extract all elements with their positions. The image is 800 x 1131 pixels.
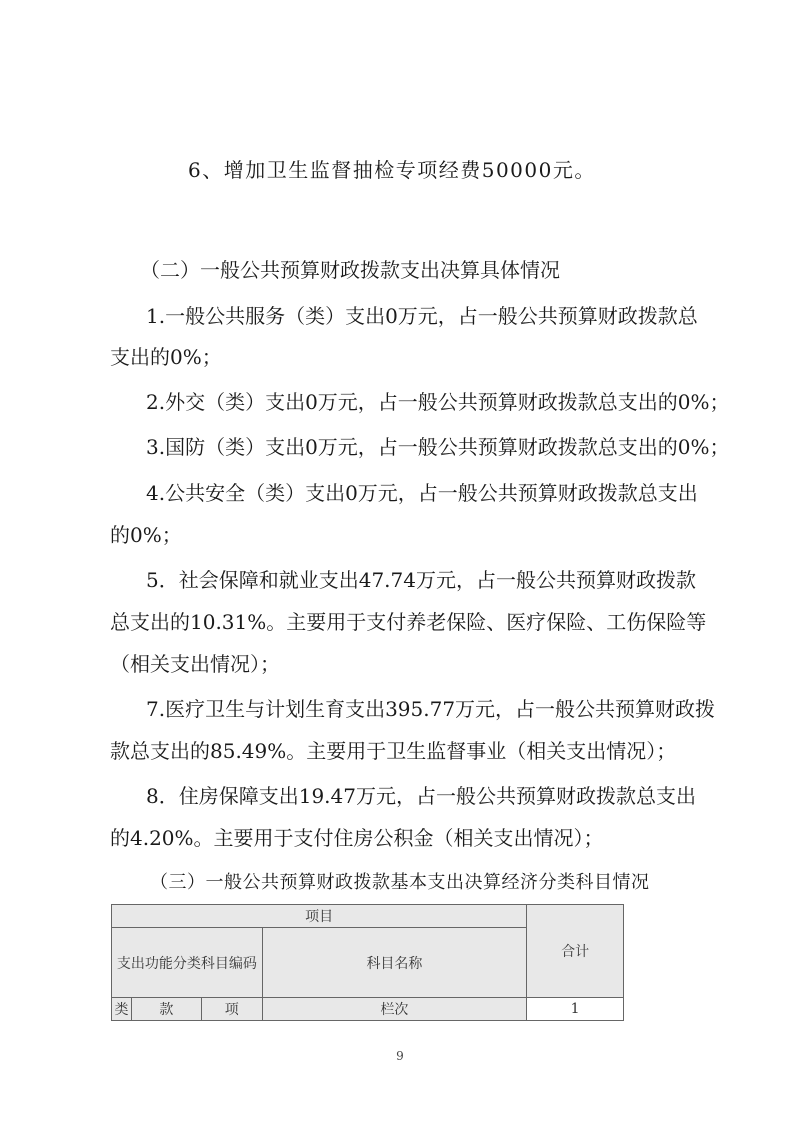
section-3-title: （三）一般公共预算财政拨款基本支出决算经济分类科目情况 — [150, 872, 650, 893]
item-8-line-1: 8．住房保障支出19.47万元，占一般公共预算财政拨款总支出 — [146, 784, 696, 808]
lei-header: 类 — [112, 998, 132, 1021]
function-code-header: 支出功能分类科目编码 — [112, 928, 263, 998]
lanci-cell: 栏次 — [262, 998, 526, 1021]
page-number: 9 — [396, 1049, 404, 1063]
expenditure-table — [111, 904, 624, 1021]
item-2: 2.外交（类）支出0万元，占一般公共预算财政拨款总支出的0%； — [146, 390, 730, 414]
heading-6: 6、增加卫生监督抽检专项经费50000元。 — [188, 158, 596, 182]
total-header: 合计 — [527, 905, 624, 998]
project-header: 项目 — [112, 905, 527, 928]
item-8-line-2: 的4.20%。主要用于支付住房公积金（相关支出情况）； — [110, 826, 604, 850]
item-1-line-1: 1.一般公共服务（类）支出0万元，占一般公共预算财政拨款总 — [146, 304, 698, 328]
column-number-cell: 1 — [527, 998, 624, 1021]
item-5-line-3: （相关支出情况）； — [110, 652, 280, 676]
item-4-line-1: 4.公共安全（类）支出0万元，占一般公共预算财政拨款总支出 — [146, 481, 698, 505]
section-2-title: （二）一般公共预算财政拨款支出决算具体情况 — [140, 258, 560, 282]
item-5-line-2: 总支出的10.31%。主要用于支付养老保险、医疗保险、工伤保险等 — [110, 610, 707, 634]
kuan-header: 款 — [131, 998, 201, 1021]
item-7-line-2: 款总支出的85.49%。主要用于卫生监督事业（相关支出情况）； — [110, 739, 677, 763]
item-5-line-1: 5．社会保障和就业支出47.74万元，占一般公共预算财政拨款 — [146, 568, 696, 592]
item-3: 3.国防（类）支出0万元，占一般公共预算财政拨款总支出的0%； — [146, 435, 730, 459]
item-7-line-1: 7.医疗卫生与计划生育支出395.77万元，占一般公共预算财政拨 — [146, 697, 716, 721]
item-1-line-2: 支出的0%； — [110, 345, 222, 369]
subject-name-header: 科目名称 — [262, 928, 526, 998]
xiang-header: 项 — [201, 998, 262, 1021]
item-4-line-2: 的0%； — [110, 523, 182, 547]
